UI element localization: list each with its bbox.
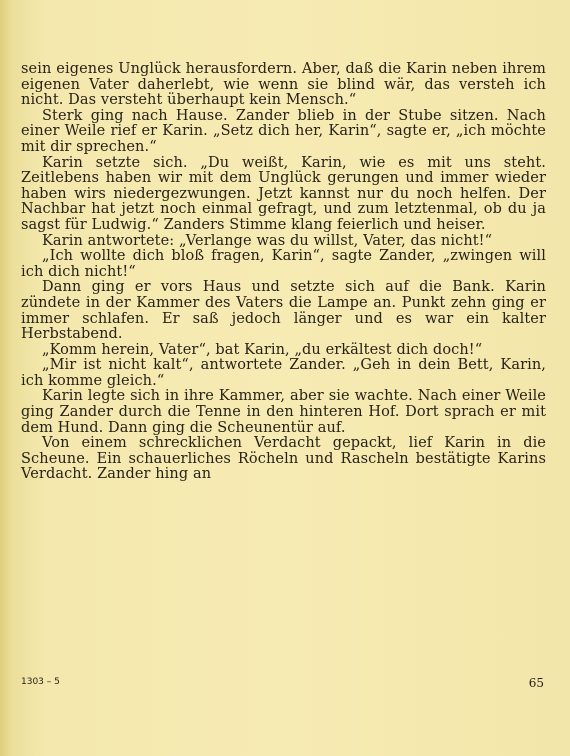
page-footer: [21, 677, 546, 693]
body-text: [21, 62, 546, 483]
paragraph-4: Karin antwortete: „Verlange was du willst, Vater, das nicht!“: [42, 232, 493, 249]
paragraph-9: Karin legte sich in ihre Kammer, aber sie wachte. Nach einer Weile ging Zander durch die Tenne in den hinteren Hof. Dort sprach er mit dem Hund. Dann ging die Scheunentür auf.: [21, 388, 546, 436]
paragraph-6: Dann ging er vors Haus und setzte sich auf die Bank. Karin zündete in der Kammer des Vaters die Lampe an. Punkt zehn ging er immer schlafen. Er saß jedoch länger und es war ein kalter Herbstabend.: [21, 279, 546, 343]
paragraph-5: „Ich wollte dich bloß fragen, Karin“, sagte Zander, „zwingen will ich dich nicht!“: [21, 248, 546, 280]
print-signature: 1303 – 5: [21, 677, 60, 687]
paragraph-1: sein eigenes Unglück herausfordern. Aber, daß die Karin neben ihrem eigenen Vater daherlebt, wie wenn sie blind wär, das versteh ich nicht. Das versteht überhaupt kein Mensch.“: [21, 61, 546, 109]
paragraph-10: Von einem schrecklichen Verdacht gepackt, lief Karin in die Scheune. Ein schauerliches Röcheln und Rascheln bestätigte Karins Verdacht. Zander hing an: [21, 435, 546, 483]
paragraph-7: „Komm herein, Vater“, bat Karin, „du erkältest dich doch!“: [42, 341, 483, 358]
paragraph-8: „Mir ist nicht kalt“, antwortete Zander. „Geh in dein Bett, Karin, ich komme gleich.“: [21, 357, 546, 389]
paragraph-2: Sterk ging nach Hause. Zander blieb in der Stube sitzen. Nach einer Weile rief er Karin. „Setz dich her, Karin“, sagte er, „ich möchte mit dir sprechen.“: [21, 107, 546, 155]
page-number: 65: [528, 676, 544, 690]
page-edge-shading: [0, 0, 12, 756]
paragraph-3: Karin setzte sich. „Du weißt, Karin, wie es mit uns steht. Zeitlebens haben wir mit dem Unglück gerungen und immer wieder haben wirs niedergezwungen. Jetzt kannst nur du noch helfen. Der Nachbar hat jetzt noch einmal gefragt, und zum letztenmal, ob du ja sagst für Ludwig.“ Zanders Stimme klang feierlich und heiser.: [21, 154, 546, 233]
